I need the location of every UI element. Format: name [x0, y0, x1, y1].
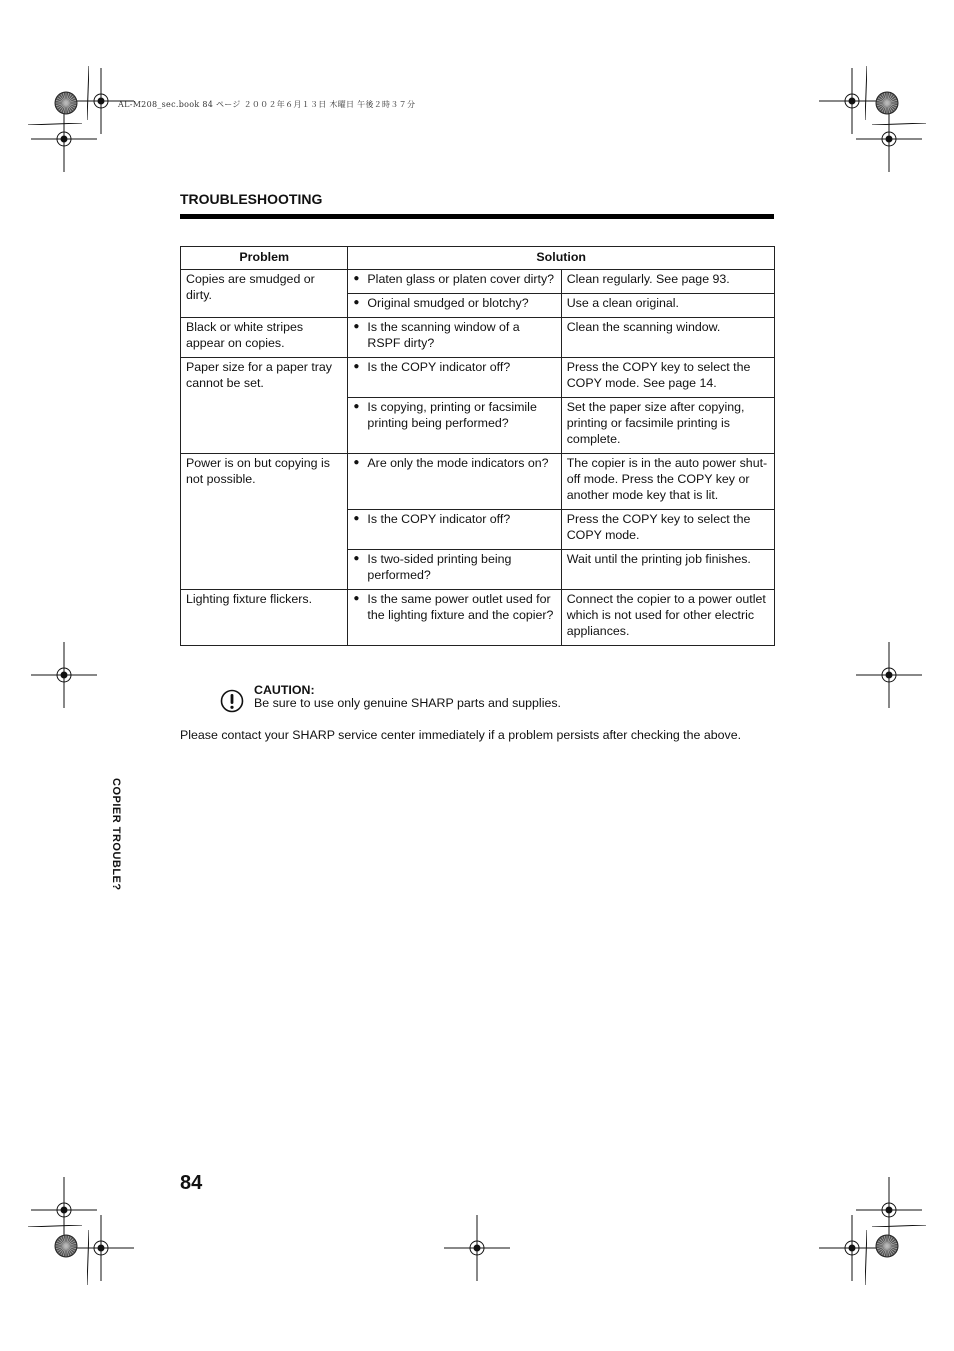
- caution-text: Be sure to use only genuine SHARP parts and supplies.: [254, 696, 561, 710]
- registration-mark-icon: [854, 640, 924, 710]
- remedy-cell: The copier is in the auto power shut-off mode. Press the COPY key or another mode key that is lit.: [561, 454, 774, 510]
- check-cell: ● Platen glass or platen cover dirty?: [348, 270, 561, 294]
- check-cell: ● Is two-sided printing being performed?: [348, 550, 561, 590]
- section-title: TROUBLESHOOTING: [180, 191, 323, 207]
- exclamation-circle-icon: [220, 689, 244, 713]
- bullet-dot-icon: ●: [353, 593, 360, 604]
- problem-cell: Black or white stripes appear on copies.: [181, 318, 348, 358]
- bullet-dot-icon: ●: [353, 273, 360, 284]
- registration-mark-icon: [442, 1213, 512, 1283]
- remedy-cell: Use a clean original.: [561, 294, 774, 318]
- check-cell: ● Is the scanning window of a RSPF dirty?: [348, 318, 561, 358]
- problem-cell: Lighting fixture flickers.: [181, 590, 348, 646]
- crop-line: [87, 1230, 89, 1285]
- table-row: [181, 358, 775, 398]
- color-wheel-mark-icon: [875, 1234, 899, 1258]
- remedy-cell: Clean the scanning window.: [561, 318, 774, 358]
- check-cell: ● Original smudged or blotchy?: [348, 294, 561, 318]
- crop-line: [87, 66, 89, 120]
- bullet-dot-icon: ●: [353, 297, 360, 308]
- remedy-cell: Clean regularly. See page 93.: [561, 270, 774, 294]
- problem-cell: Power is on but copying is not possible.: [181, 454, 348, 590]
- crop-line: [865, 1230, 867, 1285]
- side-tab-label: COPIER TROUBLE?: [110, 778, 122, 891]
- crop-line: [872, 123, 926, 125]
- bullet-dot-icon: ●: [353, 361, 360, 372]
- bullet-dot-icon: ●: [353, 553, 360, 564]
- remedy-cell: Set the paper size after copying, printing or facsimile printing is complete.: [561, 398, 774, 454]
- check-cell: ● Is the COPY indicator off?: [348, 358, 561, 398]
- remedy-cell: Wait until the printing job finishes.: [561, 550, 774, 590]
- check-cell: ● Are only the mode indicators on?: [348, 454, 561, 510]
- bullet-dot-icon: ●: [353, 457, 360, 468]
- crop-line: [872, 1225, 926, 1227]
- registration-mark-icon: [29, 640, 99, 710]
- check-cell: ● Is the same power outlet used for the lighting fixture and the copier?: [348, 590, 561, 646]
- table-row: [181, 318, 775, 358]
- table-row: [181, 454, 775, 510]
- bullet-dot-icon: ●: [353, 401, 360, 412]
- check-cell: ● Is the COPY indicator off?: [348, 510, 561, 550]
- page-number: 84: [180, 1172, 203, 1194]
- bullet-dot-icon: ●: [353, 321, 360, 332]
- remedy-cell: Press the COPY key to select the COPY mode. See page 14.: [561, 358, 774, 398]
- header-problem: Problem: [181, 247, 348, 270]
- color-wheel-mark-icon: [54, 1234, 78, 1258]
- title-rule: [180, 214, 774, 219]
- caution-label: CAUTION:: [254, 683, 315, 697]
- problem-cell: Copies are smudged or dirty.: [181, 270, 348, 318]
- crop-line: [865, 66, 867, 120]
- crop-line: [28, 1225, 82, 1227]
- bullet-dot-icon: ●: [353, 513, 360, 524]
- problem-cell: Paper size for a paper tray cannot be set.: [181, 358, 348, 454]
- remedy-cell: Connect the copier to a power outlet which is not used for other electric appliances.: [561, 590, 774, 646]
- table-row: [181, 270, 775, 294]
- color-wheel-mark-icon: [54, 91, 78, 115]
- crop-line: [28, 123, 82, 125]
- color-wheel-mark-icon: [875, 91, 899, 115]
- troubleshooting-table: [180, 246, 775, 646]
- table-row: [181, 590, 775, 646]
- print-header: AL-M208_sec.book 84 ページ ２００２年６月１３日 木曜日 午後２時３７分: [118, 100, 416, 109]
- contact-note: Please contact your SHARP service center immediately if a problem persists after checking the above.: [180, 728, 742, 742]
- header-solution: Solution: [348, 247, 775, 270]
- check-cell: ● Is copying, printing or facsimile printing being performed?: [348, 398, 561, 454]
- remedy-cell: Press the COPY key to select the COPY mode.: [561, 510, 774, 550]
- table-header-row: [181, 247, 775, 270]
